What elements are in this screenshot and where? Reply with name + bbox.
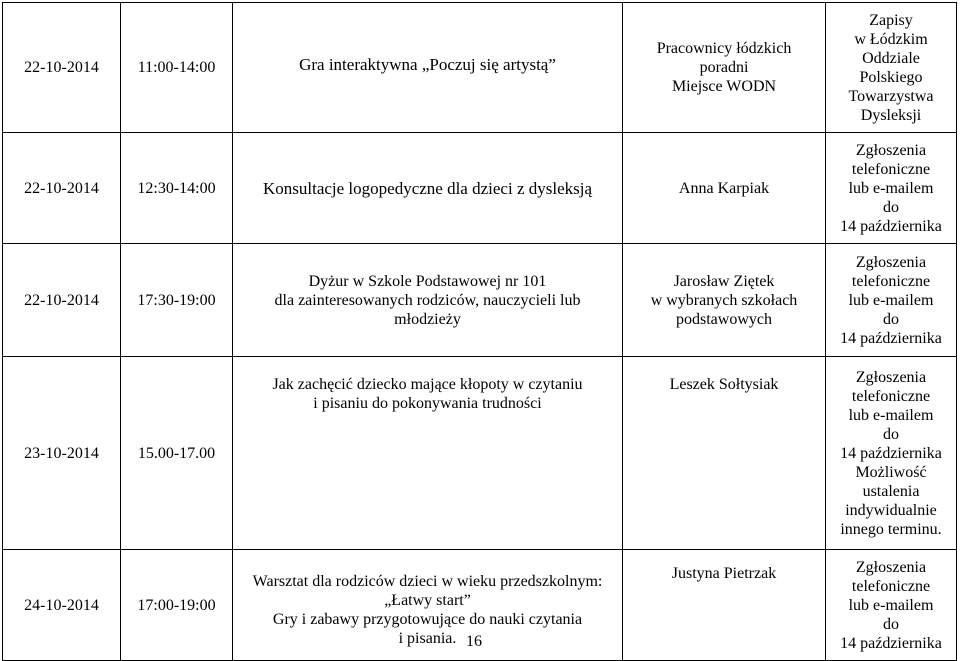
schedule-table	[2, 2, 957, 661]
time-cell: 17:00-19:00	[121, 550, 233, 661]
person-line: Leszek Sołtysiak	[669, 376, 779, 393]
event-title-line: Gra interaktywna „Poczuj się artystą”	[299, 55, 556, 74]
notes-cell	[826, 3, 957, 133]
notes-cell	[826, 133, 957, 244]
table-row	[3, 357, 957, 550]
notes-line: 14 października	[840, 217, 942, 235]
schedule-body	[3, 3, 957, 661]
event-title-line: Dyżur w Szkole Podstawowej nr 101	[308, 272, 547, 290]
notes-line: do	[883, 310, 899, 328]
notes-cell	[826, 550, 957, 661]
event-title-line: i pisaniu do pokonywania trudności	[313, 395, 542, 412]
person-cell	[623, 3, 826, 133]
notes-line: Zapisy	[869, 11, 913, 29]
notes-line: Zgłoszenia	[855, 141, 927, 159]
notes-line: lub e-mailem	[848, 291, 934, 309]
date-cell: 23-10-2014	[3, 357, 121, 550]
event-title-cell	[233, 133, 623, 244]
notes-line: do	[883, 198, 899, 216]
notes-cell	[826, 357, 957, 550]
notes-cell	[826, 244, 957, 357]
notes-line: Możliwość	[855, 463, 927, 481]
notes-line: Zgłoszenia	[855, 558, 927, 576]
event-title-line: Jak zachęcić dziecko mające kłopoty w czytaniu	[272, 376, 583, 393]
event-title-line: Konsultacje logopedyczne dla dzieci z dysleksją	[262, 178, 593, 198]
table-row	[3, 133, 957, 244]
notes-line: lub e-mailem	[848, 179, 934, 197]
person-line: podstawowych	[676, 310, 772, 328]
person-cell	[623, 133, 826, 244]
person-line: Jarosław Ziętek	[673, 272, 775, 290]
notes-line: Towarzystwa	[848, 87, 934, 105]
notes-line: 14 października	[840, 634, 942, 652]
event-title-line: Warsztat dla rodziców dzieci w wieku przedszkolnym:	[252, 573, 603, 590]
notes-line: Zgłoszenia	[855, 368, 927, 386]
time-cell: 12:30-14:00	[121, 133, 233, 244]
notes-line: Dysleksji	[860, 106, 922, 124]
person-line: Pracownicy łódzkich	[656, 40, 792, 57]
notes-line: lub e-mailem	[848, 406, 934, 424]
event-title-line: i pisania.	[398, 630, 457, 647]
notes-line: 14 października	[840, 329, 942, 347]
notes-line: telefoniczne	[851, 160, 931, 178]
notes-line: do	[883, 615, 899, 633]
date-cell: 22-10-2014	[3, 244, 121, 357]
event-title-line: Gry i zabawy przygotowujące do nauki czytania	[272, 611, 583, 628]
notes-line: lub e-mailem	[848, 596, 934, 614]
notes-line: 14 października	[840, 444, 942, 462]
event-title-cell	[233, 3, 623, 133]
notes-line: innego terminu.	[840, 520, 942, 538]
event-title-cell	[233, 244, 623, 357]
notes-line: indywidualnie	[845, 501, 937, 519]
event-title-line: dla zainteresowanych rodziców, nauczycieli lub	[274, 291, 581, 309]
notes-line: Polskiego	[859, 68, 923, 86]
event-title-cell	[233, 357, 623, 550]
person-cell	[623, 550, 826, 661]
notes-line: w Łódzkim	[854, 30, 928, 48]
notes-line: Oddziale	[862, 49, 920, 67]
table-row	[3, 244, 957, 357]
person-cell	[623, 357, 826, 550]
event-title-cell	[233, 550, 623, 661]
person-line: w wybranych szkołach	[650, 291, 798, 309]
event-title-line: „Łatwy start”	[384, 592, 471, 609]
person-line: poradni	[699, 59, 749, 76]
notes-line: telefoniczne	[851, 272, 931, 290]
person-line: Miejsce WODN	[671, 78, 777, 95]
time-cell: 15.00-17.00	[121, 357, 233, 550]
notes-line: telefoniczne	[851, 577, 931, 595]
date-cell: 22-10-2014	[3, 3, 121, 133]
time-cell: 17:30-19:00	[121, 244, 233, 357]
person-line: Anna Karpiak	[678, 179, 770, 197]
date-cell: 22-10-2014	[3, 133, 121, 244]
notes-line: do	[883, 425, 899, 443]
notes-line: ustalenia	[862, 482, 920, 500]
person-line: Justyna Pietrzak	[671, 565, 777, 582]
notes-line: Zgłoszenia	[855, 253, 927, 271]
notes-line: telefoniczne	[851, 387, 931, 405]
table-row	[3, 3, 957, 133]
person-cell	[623, 244, 826, 357]
time-cell: 11:00-14:00	[121, 3, 233, 133]
event-title-line: młodzieży	[394, 310, 461, 328]
date-cell: 24-10-2014	[3, 550, 121, 661]
page-number: 16	[466, 633, 482, 650]
